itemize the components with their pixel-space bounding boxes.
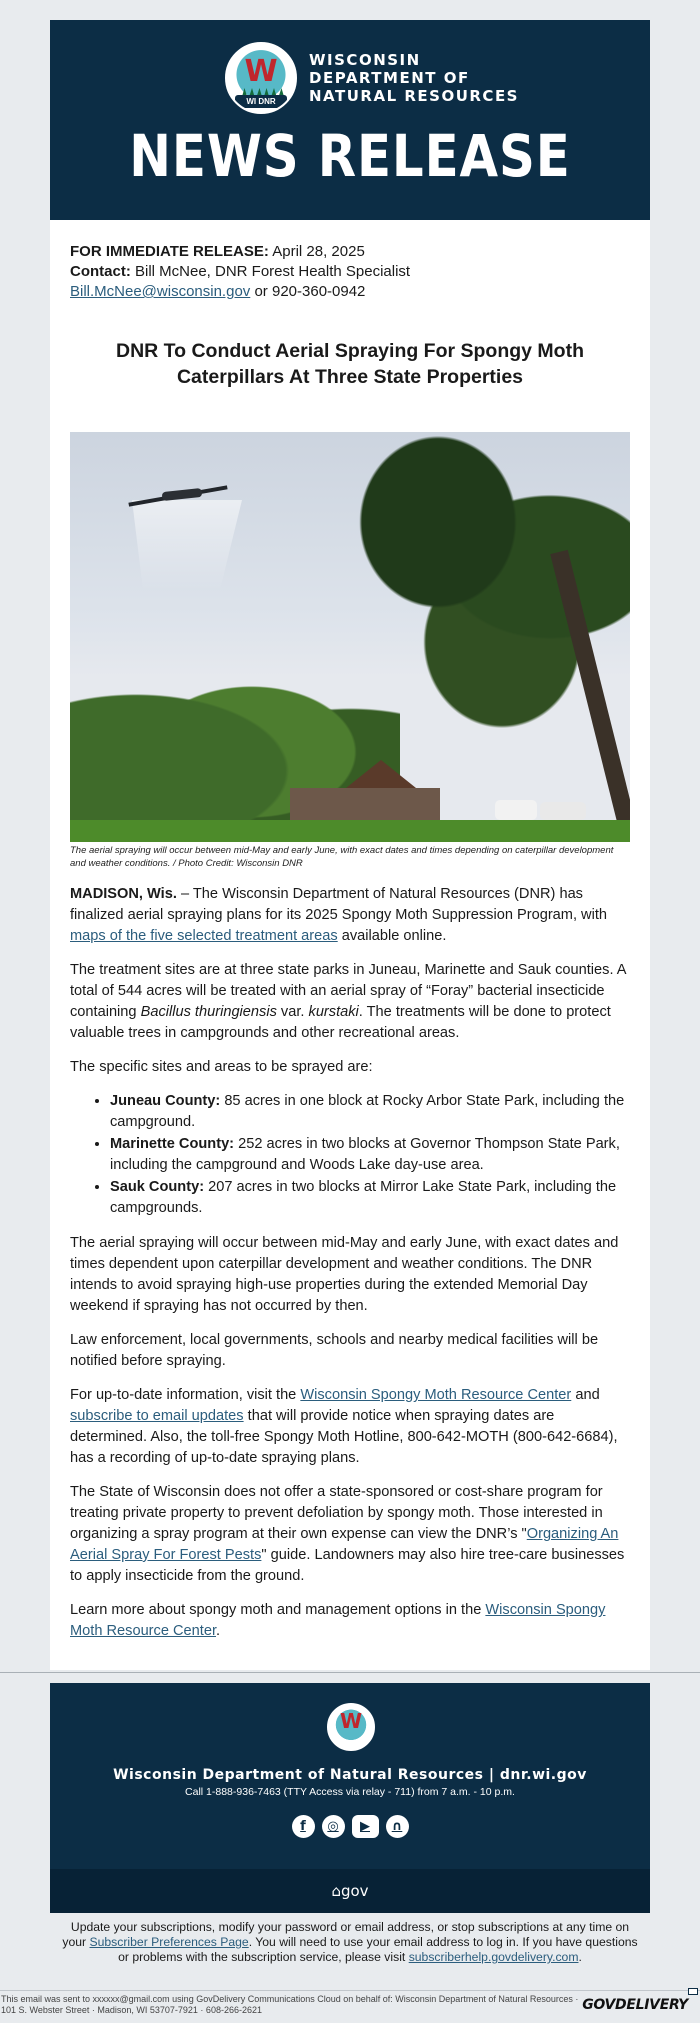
- paragraph-2-a: The treatment sites are at three state parks in Juneau, Marinette and Sauk counties. A total of 544 acres will be treated with an aerial spray of “Foray” bacterial insecticide containing: [70, 962, 626, 1020]
- resource-center-link-2[interactable]: Wisconsin Spongy Moth Resource Center: [70, 1602, 606, 1639]
- paragraph-7: [70, 1482, 630, 1587]
- agency-line-2: DEPARTMENT OF: [309, 69, 470, 87]
- facebook-icon[interactable]: f: [292, 1815, 315, 1838]
- gov-text: gov: [340, 1882, 369, 1900]
- release-meta: [50, 220, 650, 302]
- paragraph-8: [70, 1600, 630, 1642]
- footer: [50, 1683, 650, 1869]
- news-release-banner: NEWS RELEASE: [129, 122, 571, 190]
- paragraph-7-b: " guide. Landowners may also hire tree-care businesses to apply insecticide from the ground.: [70, 1547, 625, 1584]
- paragraph-3: The specific sites and areas to be sprayed are:: [70, 1059, 373, 1075]
- contact-or: or: [254, 283, 268, 300]
- paragraph-1-end: available online.: [337, 928, 447, 944]
- header-banner: [50, 20, 650, 220]
- paragraph-4: The aerial spraying will occur between mid-May and early June, with exact dates and times dependent upon caterpillar development and weather conditions. The DNR intends to avoid spraying high-use properties during the extended Memorial Day weekend if spraying has not occurred by then.: [70, 1235, 619, 1314]
- paragraph-2-c: . The treatments will be done to protect valuable trees in campgrounds and other recreational areas.: [70, 1004, 611, 1041]
- divider: [0, 1672, 700, 1673]
- instagram-icon[interactable]: ◎: [322, 1815, 345, 1838]
- paragraph-6-a: For up-to-date information, visit the: [70, 1387, 301, 1403]
- contact-name: Bill McNee, DNR Forest Health Specialist: [135, 263, 411, 280]
- subscription-notice: [60, 1920, 640, 1965]
- site-text: 252 acres in two blocks at Governor Thompson State Park, including the campground and Woods Lake day-use area.: [110, 1136, 620, 1173]
- paragraph-6-c: that will provide notice when spraying dates are determined. Also, the toll-free Spongy Moth Hotline, 800-642-MOTH (800-642-6684), has a recording of up-to-date spraying plans.: [70, 1408, 618, 1466]
- list-item: [110, 1091, 630, 1133]
- notice-b: . You will need to use your email address to log in. If you have questions or problems with the subscription service, please visit: [118, 1935, 638, 1964]
- paragraph-7-a: The State of Wisconsin does not offer a state-sponsored or cost-share program for treating private property to prevent defoliation by spongy moth. Those interested in organizing a spray program at their own expense can view the DNR’s ": [70, 1484, 603, 1542]
- agency-line-3: NATURAL RESOURCES: [309, 87, 519, 105]
- fine-print: This email was sent to xxxxxx@gmail.com using GovDelivery Communications Cloud on behalf of: Wisconsin Department of Natural Resources · 101 S. Webster Street · Madison, WI 53707-7921 · 608-266-2621: [1, 1994, 579, 2015]
- headline: DNR To Conduct Aerial Spraying For Spongy Moth Caterpillars At Three State Properties: [116, 340, 584, 388]
- site-county: Marinette County:: [110, 1136, 235, 1152]
- paragraph-8-a: Learn more about spongy moth and management options in the: [70, 1602, 486, 1618]
- wi-dnr-logo-icon: [225, 42, 297, 114]
- treatment-maps-link[interactable]: maps of the five selected treatment areas: [70, 928, 338, 944]
- list-item: [110, 1177, 630, 1219]
- logo-letter: W: [244, 54, 278, 89]
- article-body: [50, 870, 650, 1642]
- photo-caption: The aerial spraying will occur between mid-May and early June, with exact dates and times depending on caterpillar development and weather conditions. / Photo Credit: Wisconsin DNR: [70, 845, 614, 869]
- notice-a: Update your subscriptions, modify your password or email address, or stop subscriptions at any time on your: [62, 1920, 630, 1949]
- agency-line-1: WISCONSIN: [309, 51, 421, 69]
- agency-name: [309, 51, 519, 105]
- bottom-divider: [0, 1990, 700, 1991]
- release-label: FOR IMMEDIATE RELEASE:: [70, 243, 269, 260]
- contact-email-link[interactable]: Bill.McNee@wisconsin.gov: [70, 283, 251, 300]
- paragraph-1: [70, 884, 630, 947]
- agency-logo-row: [225, 42, 519, 114]
- paragraph-6-b: and: [571, 1387, 600, 1403]
- footer-dnr-logo-icon: [327, 1703, 375, 1751]
- footer-logo-letter: W: [339, 1709, 363, 1733]
- paragraph-1-text: – The Wisconsin Department of Natural Resources (DNR) has finalized aerial spraying plans for its 2025 Spongy Moth Suppression Program, with: [70, 886, 608, 923]
- bacillus-name: Bacillus thuringiensis: [140, 1004, 277, 1020]
- site-text: 85 acres in one block at Rocky Arbor State Park, including the campground.: [110, 1093, 625, 1130]
- dateline: MADISON, Wis.: [70, 886, 177, 902]
- site-county: Juneau County:: [110, 1093, 221, 1109]
- paragraph-6: [70, 1385, 630, 1469]
- aerial-spray-guide-link[interactable]: Organizing An Aerial Spray For Forest Pests: [70, 1526, 619, 1563]
- release-date: April 28, 2025: [272, 243, 365, 260]
- contact-phone: 920-360-0942: [271, 283, 366, 300]
- paragraph-5: Law enforcement, local governments, schools and nearby medical facilities will be notified before spraying.: [70, 1332, 599, 1369]
- notice-c: .: [578, 1950, 582, 1964]
- site-text: 207 acres in two blocks at Mirror Lake State Park, including the campgrounds.: [110, 1179, 617, 1216]
- social-icons: [50, 1815, 650, 1838]
- wi-state-icon: ⌂: [331, 1882, 341, 1900]
- news-release-card: [50, 20, 650, 1670]
- kurstaki-name: kurstaki: [308, 1004, 359, 1020]
- footer-call-info: Call 1-888-936-7463 (TTY Access via relay - 711) from 7 a.m. - 10 p.m.: [185, 1786, 515, 1798]
- paragraph-2-b: var.: [276, 1004, 309, 1020]
- footer-title: Wisconsin Department of Natural Resources | dnr.wi.gov: [113, 1767, 587, 1783]
- govdelivery-logo[interactable]: GOVDELIVERY: [582, 1997, 688, 2013]
- envelope-icon: [688, 1988, 698, 1995]
- site-list: [110, 1091, 630, 1219]
- podcast-icon[interactable]: ∩: [386, 1815, 409, 1838]
- aerial-spray-photo: [70, 432, 630, 842]
- paragraph-8-b: .: [216, 1623, 221, 1639]
- subscriber-help-link[interactable]: subscriberhelp.govdelivery.com: [408, 1950, 579, 1964]
- site-county: Sauk County:: [110, 1179, 205, 1195]
- contact-label: Contact:: [70, 263, 131, 280]
- subscriber-preferences-link[interactable]: Subscriber Preferences Page: [89, 1935, 249, 1949]
- wisconsin-gov-bar[interactable]: [50, 1869, 650, 1913]
- youtube-icon[interactable]: ▶: [352, 1815, 379, 1838]
- paragraph-2: [70, 960, 630, 1044]
- list-item: [110, 1134, 630, 1176]
- logo-base-text: WI DNR: [235, 95, 287, 108]
- resource-center-link[interactable]: Wisconsin Spongy Moth Resource Center: [300, 1387, 572, 1403]
- subscribe-updates-link[interactable]: subscribe to email updates: [70, 1408, 244, 1424]
